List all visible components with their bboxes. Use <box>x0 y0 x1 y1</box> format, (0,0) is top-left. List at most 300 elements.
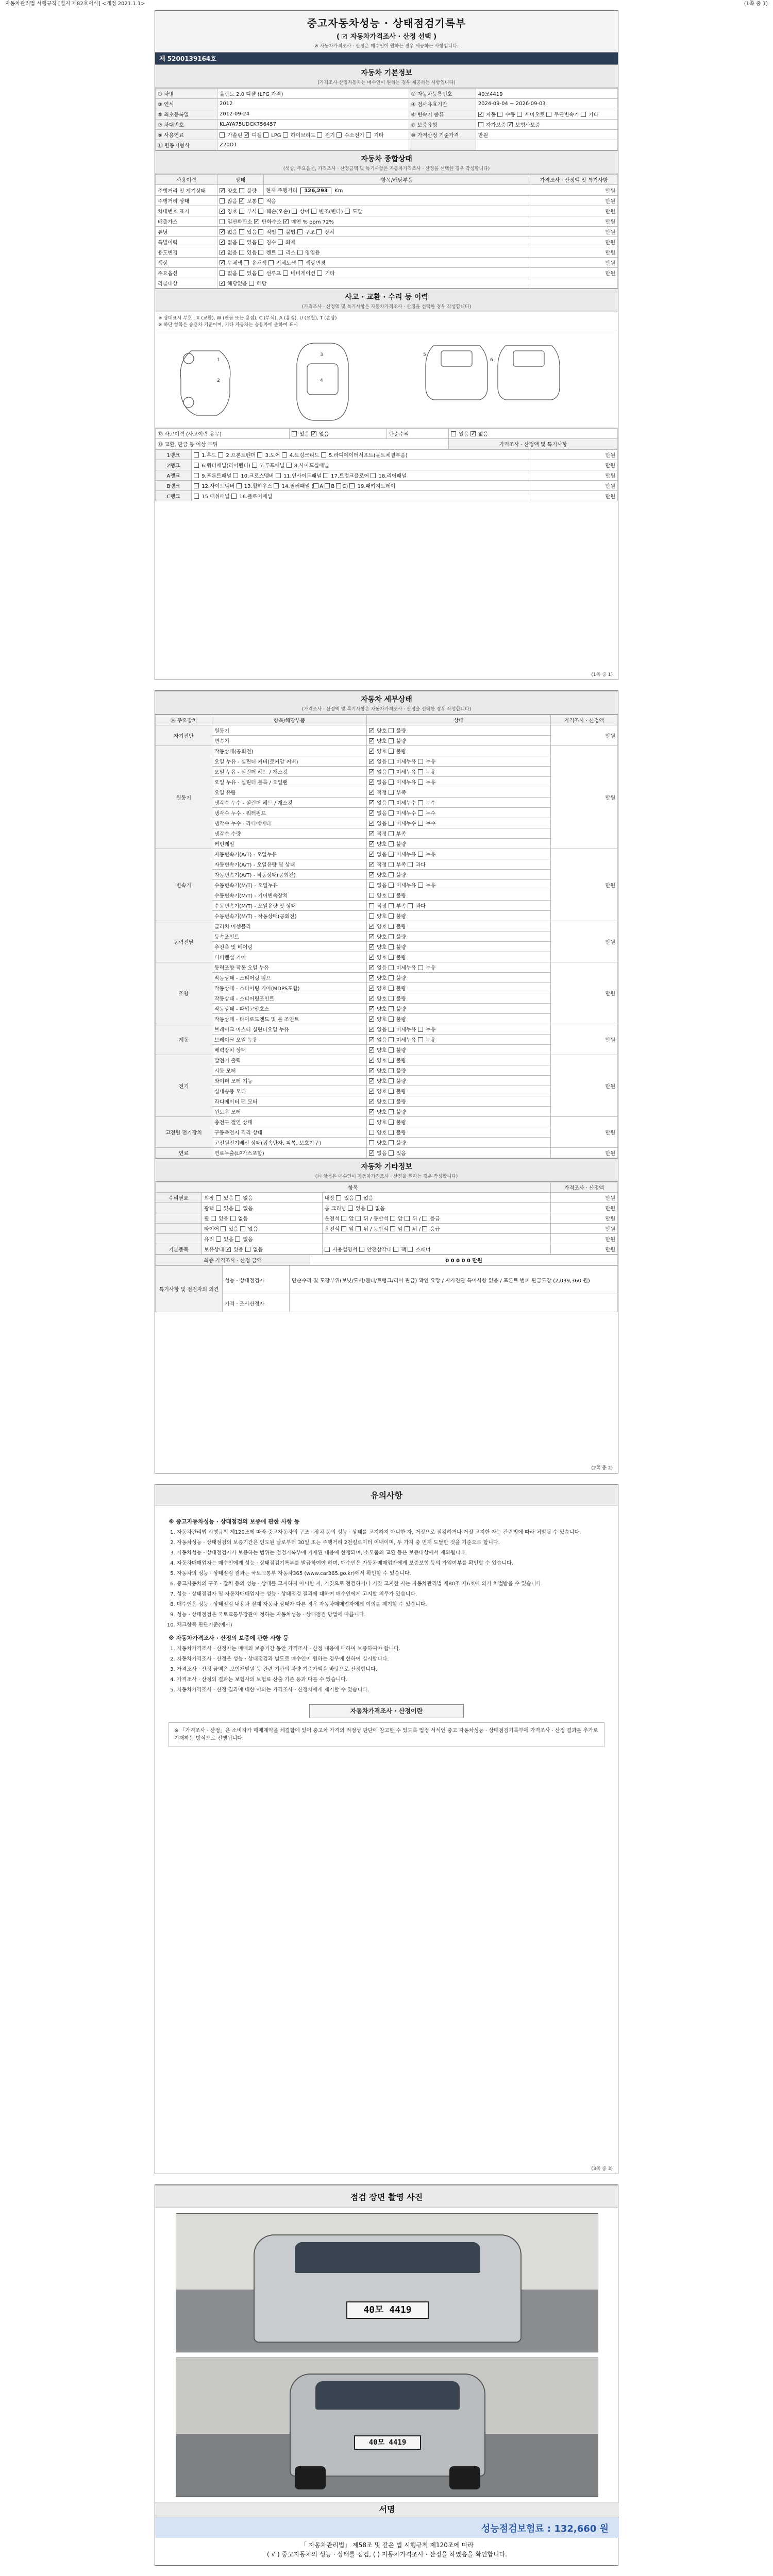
checkbox <box>345 209 350 214</box>
label-part-6: 6 <box>490 358 493 363</box>
parts-items: 12.사이드멤버 13.휠하우스 14.필러패널 ( A B C) 19.패키지트레이 <box>192 481 530 491</box>
detail-part: 자동변속기(A/T) - 작동상태(공회전) <box>212 870 367 880</box>
checkbox <box>389 852 394 857</box>
basic-value: 자가보증 ✓ 보험사보증 <box>476 120 617 130</box>
status-item-state: 없음 있음 선루프 네비게이션 기타 <box>217 268 530 278</box>
basic-label: ⑤ 최초등록일 <box>156 109 217 120</box>
checkbox <box>389 903 394 908</box>
license-plate-rear: 40모 4419 <box>354 2435 421 2450</box>
checkbox <box>369 1027 374 1032</box>
checkbox <box>325 1247 330 1252</box>
detail-state: ✓ 양호 불량 <box>367 942 551 952</box>
checkbox <box>369 934 374 939</box>
section-title: 자동차 종합상태 <box>361 155 412 163</box>
status-item-name: 차대번호 표기 <box>156 206 217 216</box>
notice-item: 3. 가격조사 · 산정 금액은 보험개발원 등 관련 기관의 차량 기준가액을 바탕으로 산정합니다. <box>177 1666 604 1673</box>
checkbox <box>369 831 374 836</box>
mileage-row-label: 주행거리 및 계기상태 <box>156 185 217 196</box>
checkbox <box>418 810 423 816</box>
checkbox <box>389 810 394 816</box>
detail-row <box>156 1035 618 1045</box>
checkbox <box>389 872 394 877</box>
etc-price: 만원 <box>551 1224 618 1234</box>
page-3 <box>155 1484 618 2174</box>
col-device: ⑭ 주요장치 <box>156 715 212 725</box>
detail-row <box>156 942 618 952</box>
checkbox <box>240 1226 245 1231</box>
detail-price: 만원 <box>551 849 618 921</box>
checkbox <box>389 1006 394 1011</box>
basic-value: 40모4419 <box>476 89 617 99</box>
checkbox <box>231 494 237 499</box>
checkbox <box>389 883 394 888</box>
detail-row <box>156 798 618 808</box>
detail-row <box>156 1117 618 1127</box>
checkbox <box>220 229 225 234</box>
checkbox <box>194 463 199 468</box>
etc-row <box>156 1213 618 1224</box>
detail-part: 수동변속기(M/T) - 작동상태(공회전) <box>212 911 367 921</box>
notice-list-1 <box>177 1529 604 1629</box>
status-item-name: 리콜대상 <box>156 278 217 289</box>
checkbox <box>389 841 394 846</box>
form-legal-reference: 자동차관리법 시행규칙 [별지 제82호서식] <개정 2021.1.1> <box>5 1 145 7</box>
checkbox <box>311 209 316 214</box>
page-2 <box>155 690 618 1473</box>
mileage-state: ✓ 양호 불량 <box>217 185 264 196</box>
detail-part: 오일 유량 <box>212 787 367 798</box>
checkbox <box>389 944 394 950</box>
detail-device: 자기진단 <box>156 725 212 746</box>
basic-value: 2012-09-24 <box>217 109 409 120</box>
etc-info-table <box>155 1182 618 1255</box>
detail-row <box>156 736 618 746</box>
checkbox <box>218 452 223 457</box>
accident-label: ⑫ 사고이력 (사고이력 유무) <box>156 429 290 439</box>
checkbox <box>276 473 281 478</box>
checkbox <box>221 1226 226 1231</box>
detail-part: 라디에이터 팬 모터 <box>212 1096 367 1107</box>
detail-part: 배력장치 상태 <box>212 1045 367 1055</box>
checkbox <box>389 1120 394 1125</box>
parts-grade: 2랭크 <box>156 460 192 470</box>
basic-info-header <box>155 64 618 88</box>
checkbox <box>389 1099 394 1104</box>
checkbox <box>369 1140 374 1145</box>
parts-price: 만원 <box>530 470 618 481</box>
detail-row <box>156 828 618 839</box>
checkbox <box>194 494 199 499</box>
checkbox <box>282 452 287 457</box>
detail-row <box>156 890 618 901</box>
notice-item: 7. 성능 · 상태점검자 및 자동차매매업자는 성능 · 상태점검 결과에 대하여 매수인에게 고지할 의무가 있습니다. <box>177 1590 604 1598</box>
detail-part: 커먼레일 <box>212 839 367 849</box>
detail-row <box>156 911 618 921</box>
document-number: 제 5200139164호 <box>155 53 618 64</box>
rear-window <box>513 351 544 366</box>
section-subtitle: (가격조사 · 산정액 및 특기사항은 자동차가격조사 · 산정을 선택한 경우 작성합니다) <box>301 707 472 712</box>
checkbox <box>220 260 225 265</box>
vehicle-diagram-svg <box>155 330 618 428</box>
checkbox <box>369 996 374 1001</box>
checkbox <box>422 1226 427 1231</box>
notice-title: 유의사항 <box>371 1490 402 1500</box>
detail-part: 원동기 <box>212 725 367 736</box>
checkbox <box>235 1206 240 1211</box>
detail-state: 양호 불량 <box>367 1127 551 1138</box>
checkbox <box>258 250 263 255</box>
inspector-label: 성능 · 상태점검자 <box>223 1266 290 1294</box>
checkbox <box>323 473 328 478</box>
checkbox <box>316 229 322 234</box>
legend-line-1: ※ 상태표시 부호 : X (교환), W (판금 또는 용접), C (부식), A (흠집), U (요철), T (손상) <box>158 316 337 321</box>
etc-col-price: 가격조사 · 산정액 <box>551 1182 618 1193</box>
detail-row <box>156 808 618 818</box>
col-state: 상태 <box>217 175 264 185</box>
basic-value: 만원 <box>476 130 617 140</box>
detail-row <box>156 1086 618 1096</box>
checkbox <box>336 1195 341 1200</box>
checkbox <box>254 219 259 224</box>
status-item-name: 주요옵션 <box>156 268 217 278</box>
detail-state: ✓ 양호 불량 <box>367 1096 551 1107</box>
overall-status-row <box>156 247 618 258</box>
checkbox <box>313 483 318 488</box>
detail-state: ✓ 양호 불량 <box>367 839 551 849</box>
checkbox <box>258 270 263 276</box>
overall-status-row <box>156 216 618 227</box>
checkbox <box>369 1109 374 1114</box>
status-item-state: ✓ 해당없음 해당 <box>217 278 530 289</box>
basic-info-row <box>156 109 618 120</box>
parts-row <box>156 491 618 501</box>
checkbox <box>369 821 374 826</box>
parts-price: 만원 <box>530 460 618 470</box>
detail-part: 디퍼렌셜 기어 <box>212 952 367 962</box>
detail-row <box>156 1076 618 1086</box>
detail-device: 조향 <box>156 962 212 1024</box>
checkbox <box>405 1216 410 1221</box>
detail-state: 적정 부족 과다 <box>367 901 551 911</box>
etc-item-b: 운전석 앞 뒤 / 동반석 앞 뒤 / 응급 <box>322 1213 550 1224</box>
page-1 <box>155 10 618 680</box>
checkbox <box>274 483 279 488</box>
overall-status-header <box>155 150 618 174</box>
detail-state: 양호 불량 <box>367 1117 551 1127</box>
checkbox <box>220 270 225 276</box>
detail-row <box>156 725 618 736</box>
photo-section-title: 점검 장면 촬영 사진 <box>350 2192 423 2202</box>
checkbox <box>220 188 225 193</box>
checkbox <box>369 1058 374 1063</box>
checkbox <box>369 872 374 877</box>
detail-state: ✓ 없음 미세누수 누수 <box>367 818 551 828</box>
notice-item: 8. 매수인은 성능 · 상태점검 내용과 실제 자동차 상태가 다른 경우 자동차매매업자에게 이의를 제기할 수 있습니다. <box>177 1601 604 1608</box>
detail-part: 자동변속기(A/T) - 오일유량 및 상태 <box>212 859 367 870</box>
detail-part: 고전원전기배선 상태(접속단자, 피복, 보호기구) <box>212 1138 367 1148</box>
detail-part: 오일 누유 - 실린더 헤드 / 개스킷 <box>212 767 367 777</box>
label-part-3: 3 <box>320 352 323 358</box>
checkbox <box>369 852 374 857</box>
detail-state: ✓ 적정 부족 <box>367 787 551 798</box>
checkbox <box>369 883 374 888</box>
detail-device: 원동기 <box>156 746 212 849</box>
checkbox <box>408 1247 413 1252</box>
special-notes-table <box>155 1265 618 1312</box>
checkbox <box>389 1109 394 1114</box>
parts-row <box>156 460 618 470</box>
appraiser-opinion <box>290 1294 618 1312</box>
detail-part: 오일 누유 - 실린더 커버(로커암 커버) <box>212 756 367 767</box>
checkbox <box>239 229 244 234</box>
section-subtitle: (⑮ 항목은 매수인이 자동차가격조사 · 산정을 원하는 경우 작성합니다) <box>315 1174 458 1179</box>
checkbox <box>369 790 374 795</box>
overall-status-row <box>156 196 618 206</box>
basic-label: ⑦ 차대번호 <box>156 120 217 130</box>
checkbox <box>263 132 268 138</box>
notice-item: 1. 자동차가격조사 · 산정자는 매매의 보증기간 동안 가격조사 · 산정 내용에 대하여 보증하여야 합니다. <box>177 1645 604 1653</box>
final-confirmation <box>155 2540 619 2559</box>
basic-value: 2012 <box>217 99 409 109</box>
detail-part: 실내송풍 모터 <box>212 1086 367 1096</box>
detail-status-header <box>155 691 618 715</box>
checkbox <box>369 1089 374 1094</box>
detail-state: ✓ 양호 불량 <box>367 952 551 962</box>
checkbox <box>369 1047 374 1053</box>
checkbox <box>369 986 374 991</box>
detail-part: 수동변속기(M/T) - 기어변속장치 <box>212 890 367 901</box>
section-title: 자동차 기본정보 <box>361 69 412 77</box>
checkbox <box>451 431 456 436</box>
basic-value: Z20D1 <box>217 140 409 150</box>
etc-row <box>156 1234 618 1244</box>
checkbox <box>422 1216 427 1221</box>
detail-state: ✓ 양호 불량 <box>367 1045 551 1055</box>
detail-row <box>156 1107 618 1117</box>
checkbox <box>389 1140 394 1145</box>
detail-state: ✓ 없음 있음 <box>367 1148 551 1158</box>
basic-value: 가솔린 ✓ 디젤 LPG 하이브리드 전기 수소전기 기타 <box>217 130 409 140</box>
etc-item-a: 외장 있음 없음 <box>202 1193 323 1203</box>
checkbox <box>252 463 257 468</box>
status-item-price <box>530 278 618 289</box>
inspection-fee: 성능점검보험료 : 132,660 원 <box>481 2523 609 2534</box>
status-item-state: ✓ 없음 있음 렌트 리스 영업용 <box>217 247 530 258</box>
checkbox <box>220 219 225 224</box>
notice-item: 10. 체크항목 판단기준(예시) <box>177 1621 604 1629</box>
detail-row <box>156 983 618 993</box>
section-title: 자동차 기타정보 <box>361 1163 412 1171</box>
checkbox <box>317 270 322 276</box>
detail-state: 없음 미세누유 누유 <box>367 880 551 890</box>
checkbox <box>244 132 249 138</box>
checkbox <box>194 483 199 488</box>
detail-part: 오일 누유 - 실린더 블록 / 오일팬 <box>212 777 367 787</box>
parts-price: 만원 <box>530 481 618 491</box>
checkbox <box>342 34 347 39</box>
etc-item-b: 사용설명서 안전삼각대 잭 스패너 <box>322 1244 550 1255</box>
detail-part: 냉각수 누수 - 라디에이터 <box>212 818 367 828</box>
detail-row <box>156 849 618 859</box>
col-part: 항목/해당부품 <box>212 715 367 725</box>
detail-part: 브레이크 오일 누유 <box>212 1035 367 1045</box>
detail-state: ✓ 없음 미세누수 누수 <box>367 808 551 818</box>
car-front-windshield <box>295 2242 480 2273</box>
status-item-state: ✓ 양호 부식 훼손(오손) 상이 변조(변타) 도말 <box>217 206 530 216</box>
checkbox <box>508 122 513 127</box>
detail-device: 연료 <box>156 1148 212 1158</box>
status-item-price: 만원 <box>530 237 618 247</box>
status-item-price: 만원 <box>530 216 618 227</box>
checkbox <box>257 452 262 457</box>
etc-item-b <box>322 1234 550 1244</box>
checkbox <box>239 209 244 214</box>
notice-header <box>155 1484 618 1505</box>
notice-list-2 <box>177 1645 604 1694</box>
notice-heading-1: ※ 중고자동차성능 · 상태점검의 보증에 관한 사항 등 <box>169 1518 300 1525</box>
basic-label: ⑨ 사용연료 <box>156 130 217 140</box>
checkbox <box>517 112 522 117</box>
accident-value: 있음 ✓ 없음 <box>290 429 387 439</box>
detail-price: 만원 <box>551 921 618 962</box>
repair-label: 단순수리 <box>387 429 449 439</box>
checkbox <box>369 965 374 970</box>
parts-items: 6.쿼터패널(리어펜더) 7.루프패널 8.사이드실패널 <box>192 460 530 470</box>
checkbox <box>297 229 303 234</box>
etc-row <box>156 1193 618 1203</box>
checkbox <box>356 1226 361 1231</box>
checkbox <box>220 132 225 138</box>
checkbox <box>258 209 263 214</box>
page-3-footer: (3쪽 중 3) <box>591 2166 613 2172</box>
checkbox <box>369 1037 374 1042</box>
detail-part: 작동상태 - 파워고압호스 <box>212 1004 367 1014</box>
detail-row <box>156 973 618 983</box>
checkbox <box>389 821 394 826</box>
etc-category <box>156 1203 202 1213</box>
checkbox <box>389 1058 394 1063</box>
basic-label <box>409 140 476 150</box>
detail-state: ✓ 양호 불량 <box>367 736 551 746</box>
detail-row <box>156 1138 618 1148</box>
col-state: 상태 <box>367 715 551 725</box>
document-title: 중고자동차성능 · 상태점검기록부 <box>307 17 466 29</box>
status-item-name: 색상 <box>156 258 217 268</box>
checkbox <box>244 260 249 265</box>
basic-info-row <box>156 140 618 150</box>
checkbox <box>389 790 394 795</box>
section-subtitle: (가격조사·산정자동차는 매수인이 원하는 경우 제공하는 사항입니다) <box>317 80 456 86</box>
document-note: ※ 자동차가격조사 · 산정은 매수인이 원하는 경우 제공하는 사항입니다. <box>314 44 459 49</box>
detail-device: 동력전달 <box>156 921 212 962</box>
section-subtitle: (색상, 주요옵션, 가격조사 · 산정금액 및 특기사항은 자동차가격조사 · 산정을 선택한 경우 작성합니다) <box>283 166 490 172</box>
detail-row <box>156 767 618 777</box>
checkbox <box>239 198 244 204</box>
checkbox <box>239 240 244 245</box>
page-indicator: (1쪽 중 1) <box>744 1 768 7</box>
notice-item: 5. 자동차가격조사 · 산정 결과에 대한 이의는 가격조사 · 산정자에게 제기할 수 있습니다. <box>177 1686 604 1694</box>
parts-items: 1.후드 2.프론트펜더 3.도어 4.트렁크리드 5.라디에이터서포트(볼트체결부품) <box>192 450 530 460</box>
parts-price: 만원 <box>530 491 618 501</box>
parts-grade: C랭크 <box>156 491 192 501</box>
detail-state: ✓ 적정 부족 <box>367 828 551 839</box>
photo-header <box>155 2185 618 2208</box>
mileage-price: 만원 <box>530 185 618 196</box>
detail-state: ✓ 없음 미세누유 누유 <box>367 767 551 777</box>
checkbox <box>349 483 355 488</box>
checkbox <box>389 1130 394 1135</box>
detail-price: 만원 <box>551 746 618 849</box>
basic-label: ④ 검사유효기간 <box>409 99 476 109</box>
detail-part: 작동상태 - 타이로드엔드 및 볼 조인트 <box>212 1014 367 1024</box>
legend-line-2: ※ 하단 항목은 승용차 기준이며, 기타 자동차는 승용차에 준하여 표시 <box>158 323 298 328</box>
parts-row <box>156 450 618 460</box>
etc-item-a: 보유상태 ✓ 있음 없음 <box>202 1244 323 1255</box>
detail-part: 구동축전지 격리 상태 <box>212 1127 367 1138</box>
inspection-photo-front <box>176 2213 598 2352</box>
detail-state: ✓ 없음 미세누유 누유 <box>367 777 551 787</box>
parts-row <box>156 481 618 491</box>
checkbox <box>390 1226 395 1231</box>
detail-part: 자동변속기(A/T) - 오일누유 <box>212 849 367 859</box>
checkbox <box>389 1089 394 1094</box>
checkbox <box>268 260 274 265</box>
detail-state: ✓ 양호 불량 <box>367 746 551 756</box>
checkbox <box>369 738 374 743</box>
status-item-name: 용도변경 <box>156 247 217 258</box>
checkbox <box>478 112 483 117</box>
detail-price: 만원 <box>551 1024 618 1055</box>
label-part-2: 2 <box>217 378 220 383</box>
checkbox <box>408 862 413 867</box>
left-front-wheel <box>183 353 194 364</box>
detail-part: 발전기 출력 <box>212 1055 367 1065</box>
checkbox <box>418 1027 423 1032</box>
detail-row <box>156 1055 618 1065</box>
checkbox <box>369 1150 374 1156</box>
detail-device: 전기 <box>156 1055 212 1117</box>
etc-row <box>156 1224 618 1234</box>
checkbox <box>337 132 342 138</box>
detail-part: 등속조인트 <box>212 931 367 942</box>
detail-row <box>156 993 618 1004</box>
status-item-price: 만원 <box>530 258 618 268</box>
checkbox <box>546 112 551 117</box>
detail-state: ✓ 양호 불량 <box>367 725 551 736</box>
checkbox <box>389 996 394 1001</box>
checkbox <box>216 1206 221 1211</box>
detail-part: 클러치 어셈블리 <box>212 921 367 931</box>
detail-state: ✓ 양호 불량 <box>367 1014 551 1024</box>
checkbox <box>418 965 423 970</box>
checkbox <box>369 944 374 950</box>
etc-header-row <box>156 1182 618 1193</box>
detail-row <box>156 1127 618 1138</box>
detail-state: ✓ 양호 불량 <box>367 983 551 993</box>
overall-status-row <box>156 278 618 289</box>
detail-part: 윈도우 모터 <box>212 1107 367 1117</box>
checkbox <box>194 452 199 457</box>
checkbox <box>317 132 322 138</box>
status-legend <box>155 312 618 330</box>
repair-value: 있음 ✓ 없음 <box>449 429 618 439</box>
overall-status-row <box>156 237 618 247</box>
checkbox <box>369 1068 374 1073</box>
detail-row <box>156 1014 618 1024</box>
fee-bar <box>155 2517 619 2538</box>
detail-state: ✓ 양호 불량 <box>367 1107 551 1117</box>
notice-item: 2. 자동차성능 · 상태점검의 보증기간은 인도된 날로부터 30일 또는 주행거리 2천킬로미터 이내이며, 두 가지 중 먼저 도달한 것을 기준으로 합니다. <box>177 1539 604 1547</box>
